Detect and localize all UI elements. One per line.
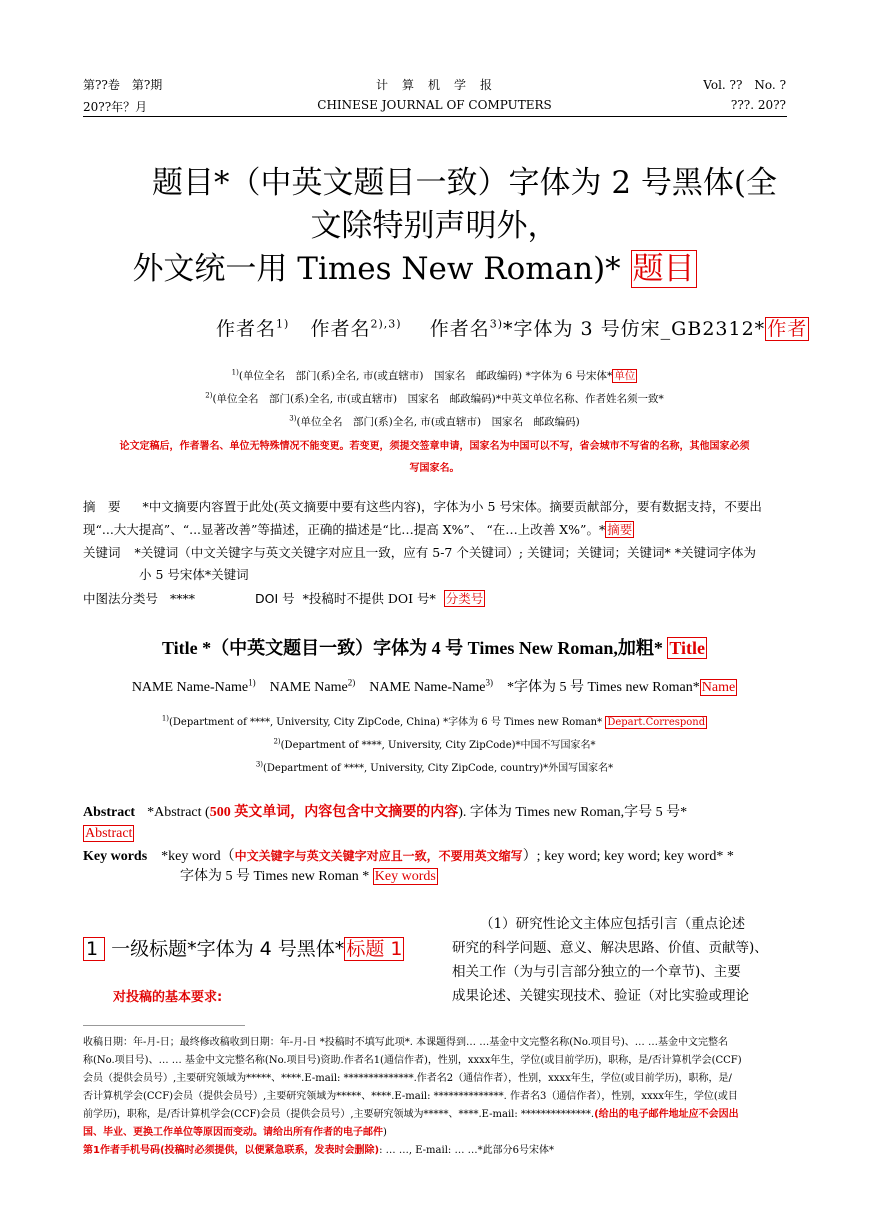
english-title-tag: Title [669, 638, 705, 658]
en-abstract-tag: Abstract [85, 826, 133, 841]
section-number: 1 [83, 937, 105, 961]
en-name-3: NAME Name-Name [369, 680, 486, 695]
right-col-line-3: 相关工作（为与引言部分独立的一个章节)、主要 [452, 964, 741, 980]
section-title: 一级标题*字体为 4 号黑体* [111, 938, 345, 960]
aff1-text: (单位全名 部门(系)全名, 市(或直辖市) 国家名 邮政编码) *字体为 6 号宋体* [238, 370, 613, 382]
en-abstract-post: ). 字体为 Times new Roman,字号 5 号* [458, 805, 688, 820]
author-note: *字体为 3 号仿宋_GB2312* [503, 318, 766, 340]
en-name-1: NAME Name-Name [131, 680, 249, 695]
classification-value: **** [170, 591, 195, 606]
keywords-cn [83, 543, 793, 585]
aff2-sup: 2) [205, 391, 213, 400]
footnote-line-3: 会员（提供会员号）,主要研究领域为*****、****.E-mail: **************.作者名2（通信作者），性别，xxxx年生，学位(或目前学历)，职称，是/ [83, 1073, 732, 1084]
author-3-sup: 3) [489, 317, 504, 331]
en-names-note: *字体为 5 号 Times new Roman* [506, 680, 700, 695]
keywords-line-2: 小 5 号宋体*关键词 [139, 567, 249, 582]
header-journal-cn: 计 算 机 学 报 [375, 78, 493, 92]
aff3-sup: 3) [289, 414, 297, 423]
aff3-text: (单位全名 部门(系)全名, 市(或直辖市) 国家名 邮政编码) [296, 416, 580, 428]
aff1-sup: 1) [231, 368, 239, 377]
english-names [0, 676, 869, 696]
en-kw-pre: *key word（ [161, 849, 235, 864]
aff1-tag: 单位 [614, 370, 636, 382]
affiliation-2 [0, 391, 869, 406]
en-dept-1-tag: Depart.Correspond [607, 717, 706, 728]
en-dept-1-sup: 1) [161, 714, 170, 723]
right-col-line-4: 成果论述、关键实现技术、验证（对比实验或理论 [452, 988, 749, 1004]
abstract-cn [83, 497, 793, 540]
author-1: 作者名 [216, 318, 277, 340]
subheading-requirements: 对投稿的基本要求: [113, 990, 223, 1005]
author-tag: 作者 [767, 318, 808, 340]
en-abstract-pre: *Abstract ( [147, 805, 210, 820]
doi-label: DOI 号 [254, 591, 295, 606]
notice-line-1: 论文定稿后，作者署名、单位无特殊情况不能变更。若变更，须提交签章申请，国家名为中国可以不写，省会城市不写省的名称，其他国家必须 [119, 441, 750, 452]
footnote-line-6: ) [383, 1127, 387, 1138]
author-list [216, 314, 809, 341]
keywords-line-1: *关键词（中文关键字与英文关键字对应且一致，应有 5-7 个关键词）; 关键词；关键词；关键词* *关键词字体为 [134, 545, 757, 560]
affiliation-3 [0, 414, 869, 429]
title-tag: 题目 [632, 251, 695, 287]
footnote [83, 1034, 788, 1160]
abstract-label: 摘 要 [83, 499, 121, 514]
classification [83, 589, 485, 609]
title-line-2: 文除特别声明外， [310, 208, 559, 244]
header-rule [83, 116, 787, 117]
en-dept-2-text: (Department of ****, University, City ZipCode)*中国不写国家名* [280, 740, 596, 751]
english-keywords [83, 846, 788, 887]
author-2-sup: 2),3) [370, 317, 402, 331]
en-abstract-label: Abstract [83, 805, 136, 820]
en-dept-3 [0, 759, 869, 774]
en-dept-1 [0, 713, 869, 728]
footnote-separator [83, 1025, 245, 1026]
notice-line-2: 写国家名。 [409, 463, 460, 474]
author-1-sup: 1) [276, 317, 290, 331]
doi-value: *投稿时不提供 DOI 号* [302, 591, 436, 606]
header-date: 20??年？月 [83, 100, 148, 114]
en-dept-2 [0, 736, 869, 751]
author-3: 作者名 [429, 318, 490, 340]
en-abstract-red: 500 英文单词，内容包含中文摘要的内容 [209, 805, 459, 820]
en-kw-tag: Key words [374, 869, 436, 884]
en-kw-post: ）; key word; key word; key word* * [522, 849, 734, 864]
right-column-text [452, 912, 792, 1008]
en-name-1-sup: 1) [248, 677, 256, 688]
affiliation-1 [0, 368, 869, 383]
aff2-text: (单位全名 部门(系)全名, 市(或直辖市) 国家名 邮政编码)*中英文单位名称、作者姓名须一致* [212, 393, 664, 405]
keywords-label: 关键词 [83, 545, 121, 560]
footnote-line-6-red: 国、毕业、更换工作单位等原因而变动。请给出所有作者的电子邮件 [83, 1127, 383, 1138]
author-2: 作者名 [310, 318, 371, 340]
classification-tag: 分类号 [445, 591, 484, 606]
footnote-line-4: 否计算机学会(CCF)会员（提供会员号）,主要研究领域为*****、****.E-mail: **************. 作者名3（通信作者），性别，xxxx年生，学位(或目 [83, 1091, 738, 1102]
footnote-line-5-red: (给出的电子邮件地址应不会因出 [594, 1109, 739, 1120]
english-abstract [83, 802, 788, 844]
en-dept-2-sup: 2) [273, 737, 281, 746]
header-volume: 第??卷 第?期 [83, 78, 163, 92]
classification-label: 中图法分类号 [83, 591, 159, 606]
en-dept-1-text: (Department of ****, University, City ZipCode, China) *字体为 6 号 Times new Roman* [169, 717, 603, 728]
footnote-line-7-red: 第1作者手机号码(投稿时必须提供，以便紧急联系，发表时会删除) [83, 1145, 380, 1156]
section-tag: 标题 1 [346, 938, 403, 960]
title-line-1: 题目*（中英文题目一致）字体为 2 号黑体(全 [151, 165, 778, 201]
en-name-2: NAME Name [269, 680, 348, 695]
section-1-heading [83, 934, 404, 961]
footnote-line-5: 前学历)，职称，是/否计算机学会(CCF)会员（提供会员号）,主要研究领域为*****、****.E-mail: **************. [83, 1109, 595, 1120]
header-journal-en: CHINESE JOURNAL OF COMPUTERS [317, 98, 552, 112]
footnote-line-2: 称(No.项目号)、… … 基金中文完整名称(No.项目号)资助.作者名1(通信作者)，性别，xxxx年生，学位(或目前学历)，职称，是/否计算机学会(CCF) [83, 1055, 742, 1066]
abstract-line-1: *中文摘要内容置于此处(英文摘要中要有这些内容)，字体为小 5 号宋体。摘要贡献部分，要有数据支持，不要出 [142, 499, 762, 514]
en-name-2-sup: 2) [347, 677, 356, 688]
right-col-line-2: 研究的科学问题、意义、解决思路、价值、贡献等)、 [452, 940, 768, 956]
en-kw-red: 中文关键字与英文关键字对应且一致，不要用英文缩写 [234, 849, 523, 863]
en-names-tag: Name [701, 680, 736, 695]
en-name-3-sup: 3) [485, 677, 493, 688]
footnote-line-7: : … …, E-mail: … …*此部分6号宋体* [379, 1145, 554, 1156]
en-dept-3-text: (Department of ****, University, City ZipCode, country)*外国写国家名* [263, 763, 614, 774]
footnote-line-1: 收稿日期：年-月-日；最终修改稿收到日期：年-月-日 *投稿时不填写此项*. 本课题得到… …基金中文完整名称(No.项目号)、… …基金中文完整名 [83, 1037, 728, 1048]
title-line-3: 外文统一用 Times New Roman)* [132, 251, 621, 287]
paper-title [80, 162, 789, 291]
english-title [0, 634, 869, 660]
en-kw-label: Key words [83, 849, 148, 864]
en-dept-3-sup: 3) [255, 760, 263, 769]
abstract-tag: 摘要 [607, 522, 633, 537]
header-vol-en: Vol. ?? No. ? [703, 78, 786, 92]
right-col-line-1: （1）研究性论文主体应包括引言（重点论述 [480, 916, 746, 932]
english-title-text: Title *（中英文题目一致）字体为 4 号 Times New Roman,加粗* [162, 638, 663, 658]
abstract-line-2: 现“...大大提高”、“...显著改善”等描述，正确的描述是“比…提高 X%”、 “在…上改善 X%”。* [83, 522, 606, 537]
header-date-en: ???. 20?? [730, 98, 786, 112]
en-kw-line2: 字体为 5 号 Times new Roman * [180, 869, 370, 884]
